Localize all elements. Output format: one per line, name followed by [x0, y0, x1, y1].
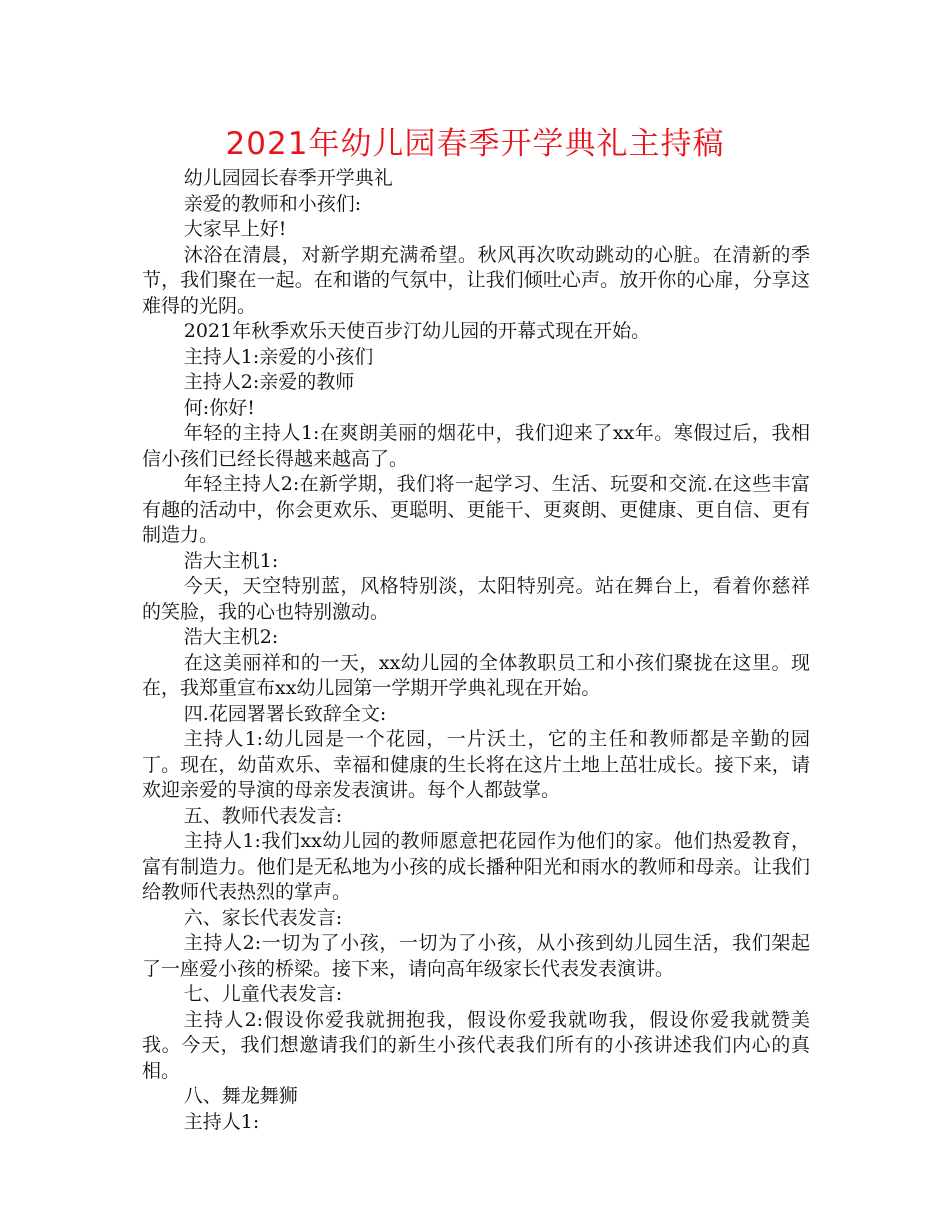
paragraph: 浩大主机2: [183, 626, 279, 648]
document-title: 2021年幼儿园春季开学典礼主持稿 [225, 126, 725, 162]
paragraph: 四.花园署署长致辞全文: [183, 702, 387, 725]
paragraph: 六、家长代表发言: [183, 906, 343, 929]
paragraph: 2021年秋季欢乐天使百步汀幼儿园的开幕式现在开始。 [183, 320, 651, 342]
paragraph: 大家早上好! [183, 218, 287, 240]
paragraph: 主持人1:幼儿园是一个花园，一片沃土，它的主任和教师都是辛勤的园丁。现在，幼苗欢乐、幸福和健康的生长将在这片土地上茁壮成长。接下来，请欢迎亲爱的导演的母亲发表演讲。每个人都鼓掌。 [142, 728, 810, 801]
paragraph: 幼儿园园长春季开学典礼 [183, 167, 393, 189]
paragraph: 亲爱的教师和小孩们: [183, 192, 362, 215]
paragraph: 浩大主机1: [183, 549, 279, 572]
paragraph: 年轻的主持人1:在爽朗美丽的烟花中，我们迎来了xx年。寒假过后，我相信小孩们已经长得越来越高了。 [142, 422, 810, 470]
paragraph: 八、舞龙舞狮 [183, 1085, 298, 1107]
paragraph: 沐浴在清晨，对新学期充满希望。秋风再次吹动跳动的心脏。在清新的季节，我们聚在一起。在和谐的气氛中，让我们倾吐心声。放开你的心扉，分享这难得的光阴。 [142, 243, 810, 317]
paragraph: 主持人2:亲爱的教师 [183, 371, 355, 393]
paragraph: 何:你好! [183, 396, 255, 419]
paragraph: 主持人1:我们xx幼儿园的教师愿意把花园作为他们的家。他们热爱教育，富有制造力。他们是无私地为小孩的成长播种阳光和雨水的教师和母亲。让我们给教师代表热烈的掌声。 [142, 830, 810, 903]
paragraph: 年轻主持人2:在新学期，我们将一起学习、生活、玩耍和交流.在这些丰富有趣的活动中，你会更欢乐、更聪明、更能干、更爽朗、更健康、更自信、更有制造力。 [142, 473, 810, 546]
paragraph: 七、儿童代表发言: [183, 983, 343, 1005]
paragraph: 主持人2:假设你爱我就拥抱我，假设你爱我就吻我，假设你爱我就赞美我。今天，我们想邀请我们的新生小孩代表我们所有的小孩讲述我们内心的真相。 [142, 1008, 810, 1082]
paragraph: 主持人1:亲爱的小孩们 [183, 345, 374, 368]
paragraph: 五、教师代表发言: [183, 804, 343, 827]
paragraph: 主持人2:一切为了小孩，一切为了小孩，从小孩到幼儿园生活，我们架起了一座爱小孩的桥梁。接下来，请向高年级家长代表发表演讲。 [142, 932, 810, 980]
paragraph: 主持人1: [183, 1110, 260, 1133]
paragraph: 在这美丽祥和的一天，xx幼儿园的全体教职员工和小孩们聚拢在这里。现在，我郑重宣布xx幼儿园第一学期开学典礼现在开始。 [142, 651, 810, 699]
document-body [142, 166, 810, 1135]
paragraph: 今天，天空特别蓝，风格特别淡，太阳特别亮。站在舞台上，看着你慈祥的笑脸，我的心也特别激动。 [142, 575, 810, 623]
